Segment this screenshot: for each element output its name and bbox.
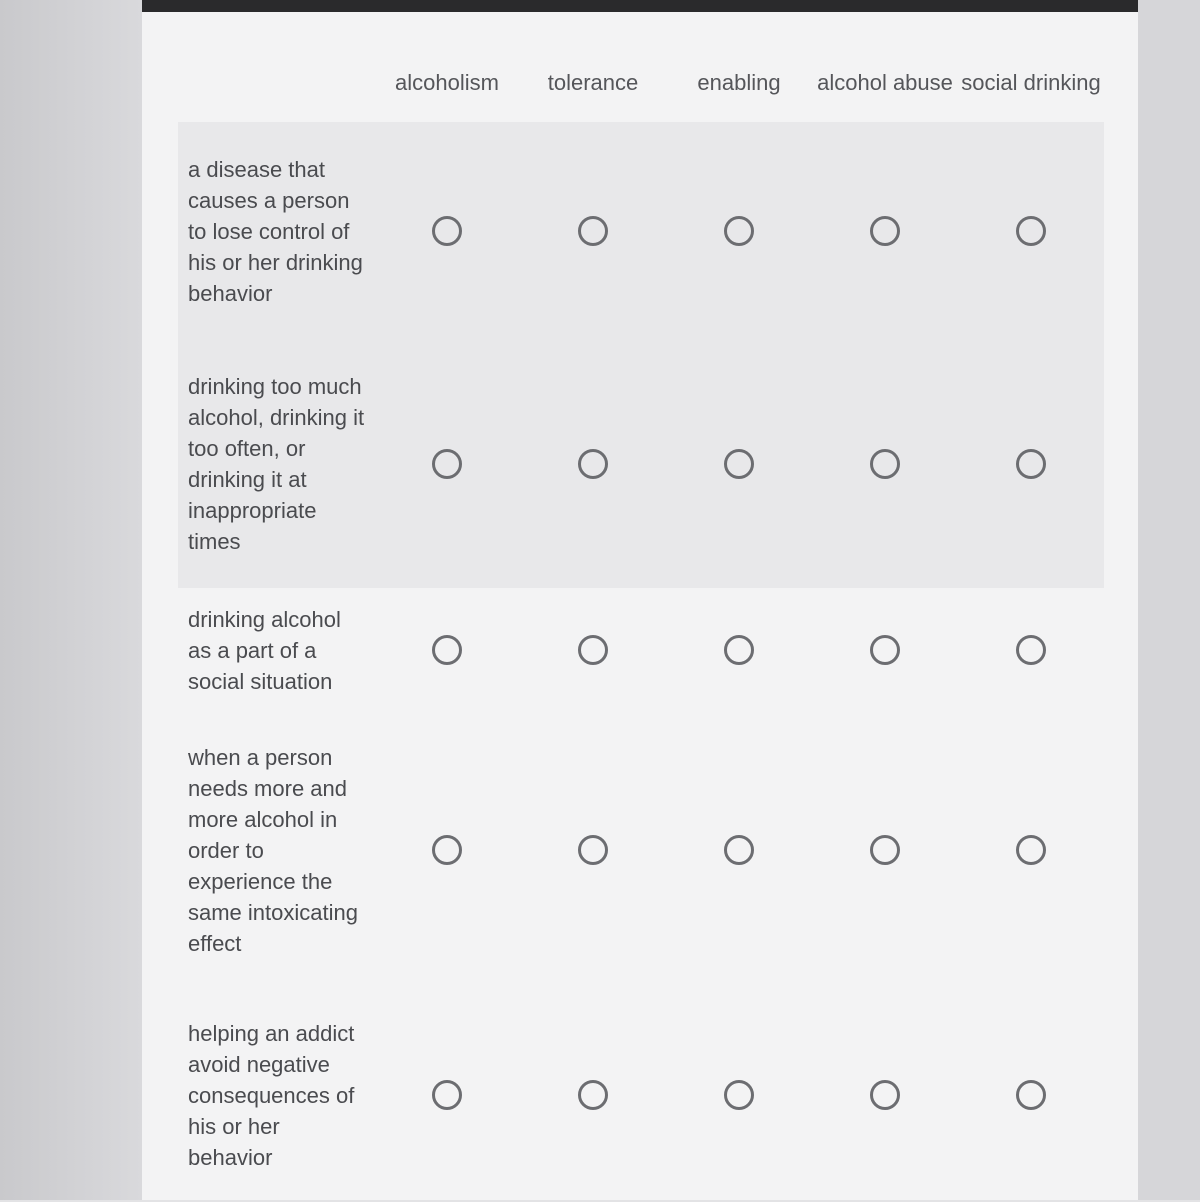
question-label: when a person needs more and more alcohol in order to experience the same intoxicating effect [188, 744, 358, 956]
question-row [178, 122, 1104, 340]
question-row [178, 340, 1104, 588]
column-header-tolerance: tolerance [547, 69, 639, 95]
column-header-enabling: enabling [697, 69, 781, 95]
radio-tolerance[interactable] [578, 635, 608, 665]
page-margin-left [0, 0, 142, 1200]
question-label: helping an addict avoid negative consequences of his or her behavior [188, 1020, 355, 1170]
radio-social-drinking[interactable] [1016, 835, 1046, 865]
radio-social-drinking[interactable] [1016, 635, 1046, 665]
radio-enabling[interactable] [724, 635, 754, 665]
matching-grid [178, 42, 1104, 1202]
radio-alcoholism[interactable] [432, 1080, 462, 1110]
radio-social-drinking[interactable] [1016, 216, 1046, 246]
radio-enabling[interactable] [724, 449, 754, 479]
column-header-social-drinking: social drinking [961, 69, 1101, 95]
matching-question-card [142, 12, 1138, 1200]
radio-social-drinking[interactable] [1016, 1080, 1046, 1110]
radio-tolerance[interactable] [578, 1080, 608, 1110]
page-margin-right [1138, 0, 1200, 1200]
radio-social-drinking[interactable] [1016, 449, 1046, 479]
radio-alcohol-abuse[interactable] [870, 1080, 900, 1110]
column-header-alcoholism: alcoholism [395, 69, 499, 95]
radio-alcohol-abuse[interactable] [870, 449, 900, 479]
question-label: drinking too much alcohol, drinking it too often, or drinking it at inappropriate times [188, 374, 365, 554]
column-header-alcohol-abuse: alcohol abuse [817, 69, 953, 95]
radio-tolerance[interactable] [578, 216, 608, 246]
radio-alcohol-abuse[interactable] [870, 835, 900, 865]
radio-alcoholism[interactable] [432, 216, 462, 246]
question-row [178, 712, 1104, 988]
radio-enabling[interactable] [724, 216, 754, 246]
screen-top-edge [0, 0, 1200, 12]
column-header-row [178, 42, 1104, 122]
radio-enabling[interactable] [724, 835, 754, 865]
radio-enabling[interactable] [724, 1080, 754, 1110]
radio-alcoholism[interactable] [432, 449, 462, 479]
question-row [178, 588, 1104, 712]
radio-alcohol-abuse[interactable] [870, 216, 900, 246]
radio-tolerance[interactable] [578, 835, 608, 865]
radio-alcoholism[interactable] [432, 635, 462, 665]
radio-alcoholism[interactable] [432, 835, 462, 865]
question-row [178, 988, 1104, 1202]
question-label: drinking alcohol as a part of a social situation [188, 606, 341, 694]
radio-alcohol-abuse[interactable] [870, 635, 900, 665]
question-label: a disease that causes a person to lose control of his or her drinking behavior [188, 156, 363, 306]
radio-tolerance[interactable] [578, 449, 608, 479]
